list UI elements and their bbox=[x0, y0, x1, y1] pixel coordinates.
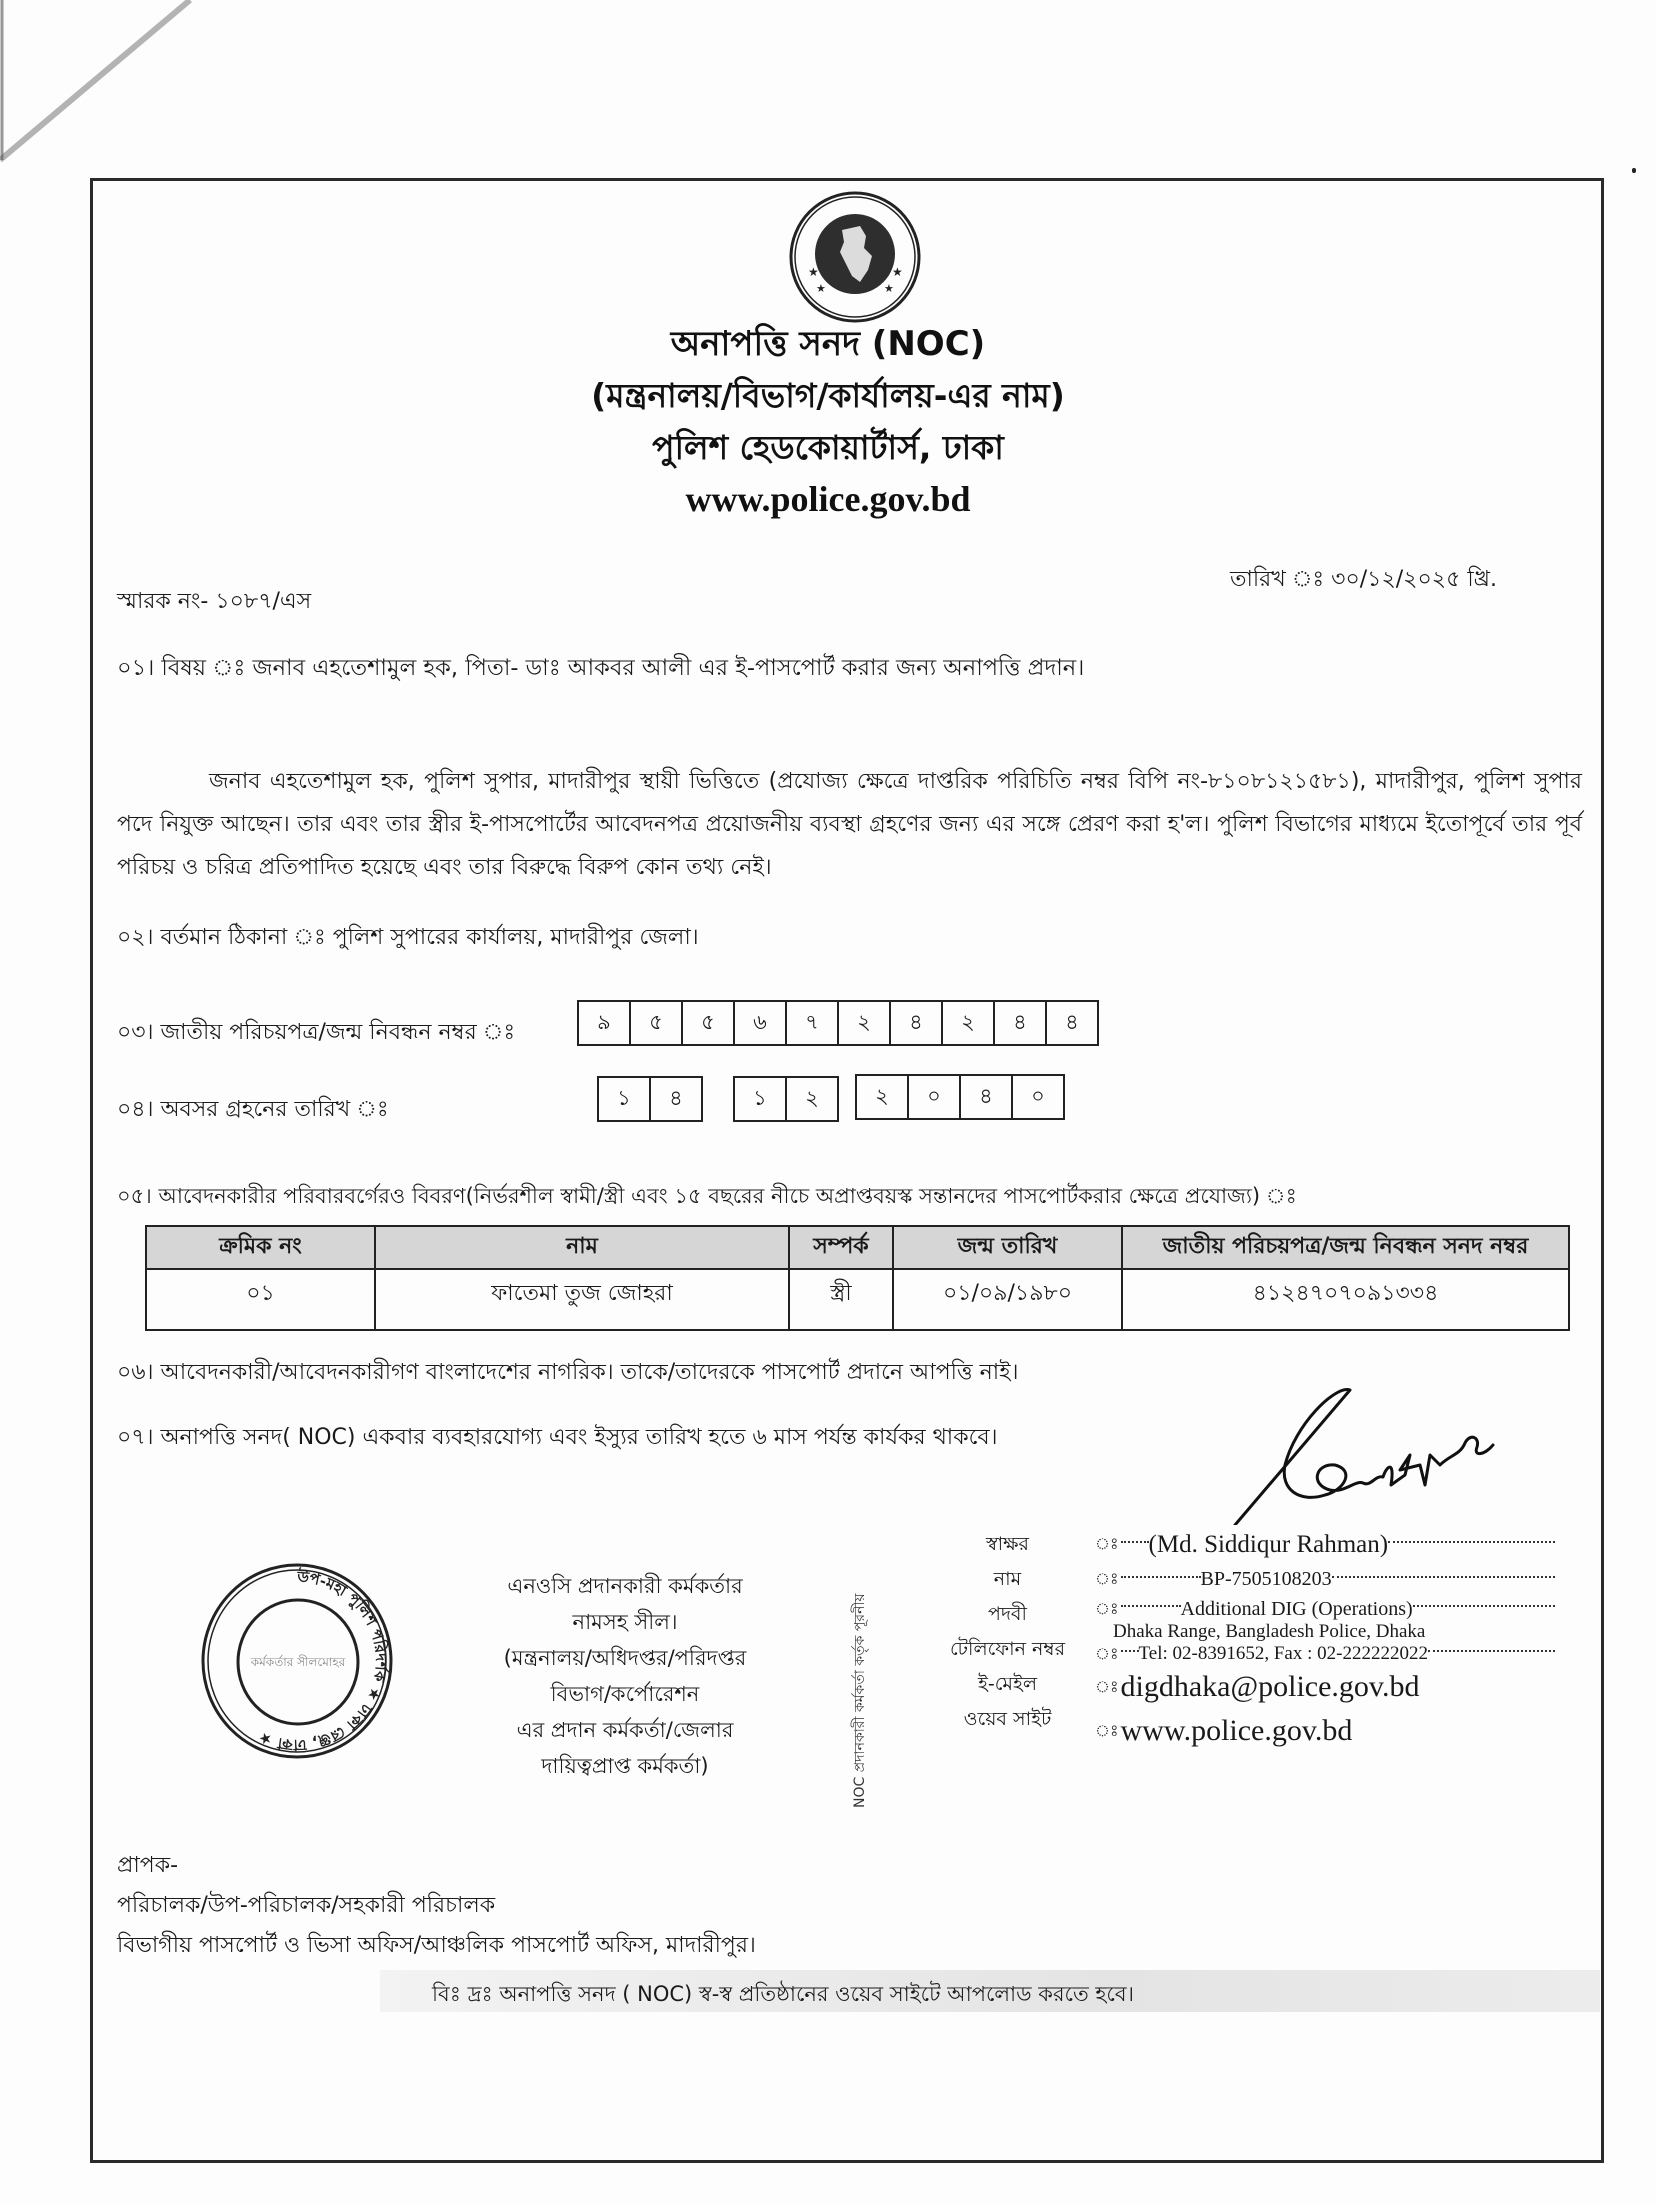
recipient-label: প্রাপক- bbox=[117, 1853, 179, 1878]
cell-serial: ০১ bbox=[146, 1269, 375, 1330]
signatory-labels bbox=[920, 1527, 1095, 1737]
cell-name: ফাতেমা তুজ জোহরা bbox=[375, 1269, 789, 1330]
retire-year-digit: ০ bbox=[1031, 1083, 1045, 1108]
signatory-unit: Dhaka Range, Bangladesh Police, Dhaka bbox=[1113, 1621, 1426, 1642]
signatory-phone: Tel: 02-8391652, Fax : 02-222222022 bbox=[1138, 1643, 1428, 1664]
retirement-year-boxes bbox=[855, 1074, 1065, 1120]
signatory-values bbox=[1095, 1527, 1555, 1753]
nid-digit: ২ bbox=[839, 1002, 891, 1044]
signatory-name: (Md. Siddiqur Rahman) bbox=[1148, 1530, 1389, 1558]
signatory-name-row: ঃ (Md. Siddiqur Rahman) bbox=[1095, 1527, 1555, 1562]
seal-caption bbox=[440, 1568, 810, 1784]
item-subject: ০১। বিষয় ঃ জনাব এহতেশামুল হক, পিতা- ডাঃ আকবর আলী এর ই-পাসপোর্ট করার জন্য অনাপত্তি প্রদান। bbox=[117, 655, 1085, 681]
seal-caption-line: নামসহ সীল। bbox=[572, 1610, 678, 1634]
item-validity: ০৭। অনাপত্তি সনদ( NOC) একবার ব্যবহারযোগ্য এবং ইস্যুর তারিখ হতে ৬ মাস পর্যন্ত কার্যকর থাকবে। bbox=[117, 1425, 998, 1450]
label-email: ই-মেইল bbox=[977, 1673, 1038, 1695]
nid-digit: ৫ bbox=[631, 1002, 683, 1044]
seal-caption-line: এর প্রদান কর্মকর্তা/জেলার bbox=[516, 1718, 734, 1742]
nid-digit: ৬ bbox=[735, 1002, 787, 1044]
nid-digit: ৯ bbox=[579, 1002, 631, 1044]
signatory-phone-row: ঃ Tel: 02-8391652, Fax : 02-222222022 bbox=[1095, 1643, 1555, 1665]
col-relation-header: সম্পর্ক bbox=[789, 1226, 893, 1269]
label-name: নাম bbox=[993, 1568, 1022, 1590]
retirement-month-boxes bbox=[733, 1076, 839, 1122]
recipient-line-1: পরিচালক/উপ-পরিচালক/সহকারী পরিচালক bbox=[117, 1893, 496, 1918]
official-seal-icon bbox=[198, 1562, 396, 1760]
signatory-website[interactable]: www.police.gov.bd bbox=[1120, 1714, 1353, 1747]
signatory-website-row: ঃ www.police.gov.bd bbox=[1095, 1714, 1353, 1747]
government-emblem-icon bbox=[780, 190, 930, 324]
memo-ref-number: স্মারক নং- ১০৮৭/এস bbox=[117, 589, 312, 614]
signatory-designation: Additional DIG (Operations) bbox=[1180, 1597, 1413, 1620]
nid-number-boxes bbox=[577, 1000, 1099, 1046]
signatory-designation-row: ঃ Additional DIG (Operations) bbox=[1095, 1597, 1555, 1621]
col-serial-header: ক্রমিক নং bbox=[146, 1226, 375, 1269]
nid-digit: ৪ bbox=[891, 1002, 943, 1044]
footnote: বিঃ দ্রঃ অনাপত্তি সনদ ( NOC) স্ব-স্ব প্রতিষ্ঠানের ওয়েব সাইটে আপলোড করতে হবে। bbox=[432, 1982, 1135, 2006]
item-address: ০২। বর্তমান ঠিকানা ঃ পুলিশ সুপারের কার্যালয়, মাদারীপুর জেলা। bbox=[117, 925, 699, 950]
table-header-row bbox=[146, 1226, 1569, 1269]
retire-year-digit: ০ bbox=[909, 1076, 961, 1118]
family-members-table bbox=[145, 1225, 1570, 1331]
item-citizenship: ০৬। আবেদনকারী/আবেদনকারীগণ বাংলাদেশের নাগরিক। তাকে/তাদেরকে পাসপোর্ট প্রদানে আপত্তি নাই। bbox=[117, 1360, 1019, 1385]
retire-month-digit: ২ bbox=[805, 1085, 819, 1110]
nid-label: ০৩। জাতীয় পরিচয়পত্র/জন্ম নিবন্ধন নম্বর ঃ bbox=[117, 1020, 516, 1045]
retire-month-digit: ১ bbox=[735, 1078, 787, 1120]
page-fold-mark bbox=[0, 0, 200, 170]
nid-digit: ৫ bbox=[683, 1002, 735, 1044]
item-body-paragraph: জনাব এহতেশামুল হক, পুলিশ সুপার, মাদারীপুর স্থায়ী ভিত্তিতে (প্রযোজ্য ক্ষেত্রে দাপ্তরিক পরিচিতি নম্বর বিপি নং-৮১০৮১২১৫৮১), মাদারীপুর, পুলিশ সুপার পদে নিযুক্ত আছেন। তার এবং তার স্ত্রীর ই-পাসপোর্টের আবেদনপত্র প্রয়োজনীয় ব্যবস্থা গ্রহণের জন্য এর সঙ্গে প্রেরণ করা হ'ল। পুলিশ বিভাগের মাধ্যমে ইতোপূর্বে তার পূর্ব পরিচয় ও চরিত্র প্রতিপাদিত হয়েছে এবং তার বিরুদ্ধে বিরুপ কোন তথ্য নেই। bbox=[117, 769, 1582, 880]
signatory-email-row: ঃ digdhaka@police.gov.bd bbox=[1095, 1670, 1420, 1703]
svg-text:★: ★ bbox=[892, 265, 903, 279]
signatory-bp-number: BP-7505108203 bbox=[1200, 1568, 1332, 1590]
seal-caption-line: বিভাগ/কর্পোরেশন bbox=[550, 1682, 700, 1706]
scan-speck bbox=[1632, 168, 1636, 173]
signatory-bp-row: ঃ BP-7505108203 bbox=[1095, 1562, 1555, 1597]
svg-text:উপ-মহা পুলিশ পরিদর্শক ★ ঢাকা র: উপ-মহা পুলিশ পরিদর্শক ★ ঢাকা রেঞ্জ, ঢাকা ★ bbox=[255, 1567, 391, 1755]
retire-day-digit: ৪ bbox=[669, 1085, 683, 1110]
header-website: www.police.gov.bd bbox=[685, 479, 971, 519]
col-name-header: নাম bbox=[375, 1226, 789, 1269]
signatory-email[interactable]: digdhaka@police.gov.bd bbox=[1120, 1670, 1420, 1703]
label-phone: টেলিফোন নম্বর bbox=[949, 1638, 1066, 1660]
col-dob-header: জন্ম তারিখ bbox=[893, 1226, 1122, 1269]
document-subtitle: (মন্ত্রনালয়/বিভাগ/কার্যালয়-এর নাম) bbox=[591, 376, 1065, 415]
seal-caption-line: দায়িত্বপ্রাপ্ত কর্মকর্তা) bbox=[541, 1754, 709, 1778]
label-designation: পদবী bbox=[988, 1603, 1027, 1625]
svg-text:কর্মকর্তার সীলমোহর: কর্মকর্তার সীলমোহর bbox=[250, 1655, 346, 1669]
memo-date: তারিখ ঃ ৩০/১২/২০২৫ খ্রি. bbox=[1230, 567, 1497, 592]
vertical-fill-note: NOC প্রদানকারী কর্মকর্তা কর্তৃক পূরনীয় bbox=[852, 1593, 868, 1808]
table-row bbox=[146, 1269, 1569, 1330]
retire-day-digit: ১ bbox=[599, 1078, 651, 1120]
handwritten-signature bbox=[1215, 1385, 1515, 1525]
label-website: ওয়েব সাইট bbox=[963, 1708, 1052, 1730]
svg-text:★: ★ bbox=[816, 282, 826, 295]
retire-year-digit: ২ bbox=[857, 1076, 909, 1118]
cell-nid: ৪১২৪৭০৭০৯১৩৩৪ bbox=[1122, 1269, 1569, 1330]
seal-caption-line: (মন্ত্রনালয়/অধিদপ্তর/পরিদপ্তর bbox=[503, 1646, 747, 1670]
cell-relation: স্ত্রী bbox=[789, 1269, 893, 1330]
recipient-line-2: বিভাগীয় পাসপোর্ট ও ভিসা অফিস/আঞ্চলিক পাসপোর্ট অফিস, মাদারীপুর। bbox=[117, 1933, 756, 1958]
retire-year-digit: ৪ bbox=[961, 1076, 1013, 1118]
retirement-day-boxes bbox=[597, 1076, 703, 1122]
retirement-date-label: ০৪। অবসর গ্রহনের তারিখ ঃ bbox=[117, 1097, 389, 1122]
nid-digit: ৪ bbox=[1065, 1009, 1079, 1034]
nid-digit: ৪ bbox=[995, 1002, 1047, 1044]
nid-digit: ৭ bbox=[787, 1002, 839, 1044]
label-signature: স্বাক্ষর bbox=[986, 1533, 1029, 1555]
svg-text:★: ★ bbox=[808, 265, 819, 279]
seal-caption-line: এনওসি প্রদানকারী কর্মকর্তার bbox=[507, 1574, 743, 1598]
document-title: অনাপত্তি সনদ (NOC) bbox=[670, 324, 986, 364]
family-details-label: ০৫। আবেদনকারীর পরিবারবর্গেরও বিবরণ(নির্ভরশীল স্বামী/স্ত্রী এবং ১৫ বছরের নীচে অপ্রাপ্তবয়স্ক সন্তানদের পাসপোর্টকরার ক্ষেত্রে প্রযোজ্য) ঃ bbox=[117, 1184, 1297, 1208]
col-nid-header: জাতীয় পরিচয়পত্র/জন্ম নিবন্ধন সনদ নম্বর bbox=[1122, 1226, 1569, 1269]
cell-dob: ০১/০৯/১৯৮০ bbox=[893, 1269, 1122, 1330]
issuing-office: পুলিশ হেডকোয়ার্টার্স, ঢাকা bbox=[652, 428, 1004, 467]
svg-text:★: ★ bbox=[884, 282, 894, 295]
nid-digit: ২ bbox=[943, 1002, 995, 1044]
